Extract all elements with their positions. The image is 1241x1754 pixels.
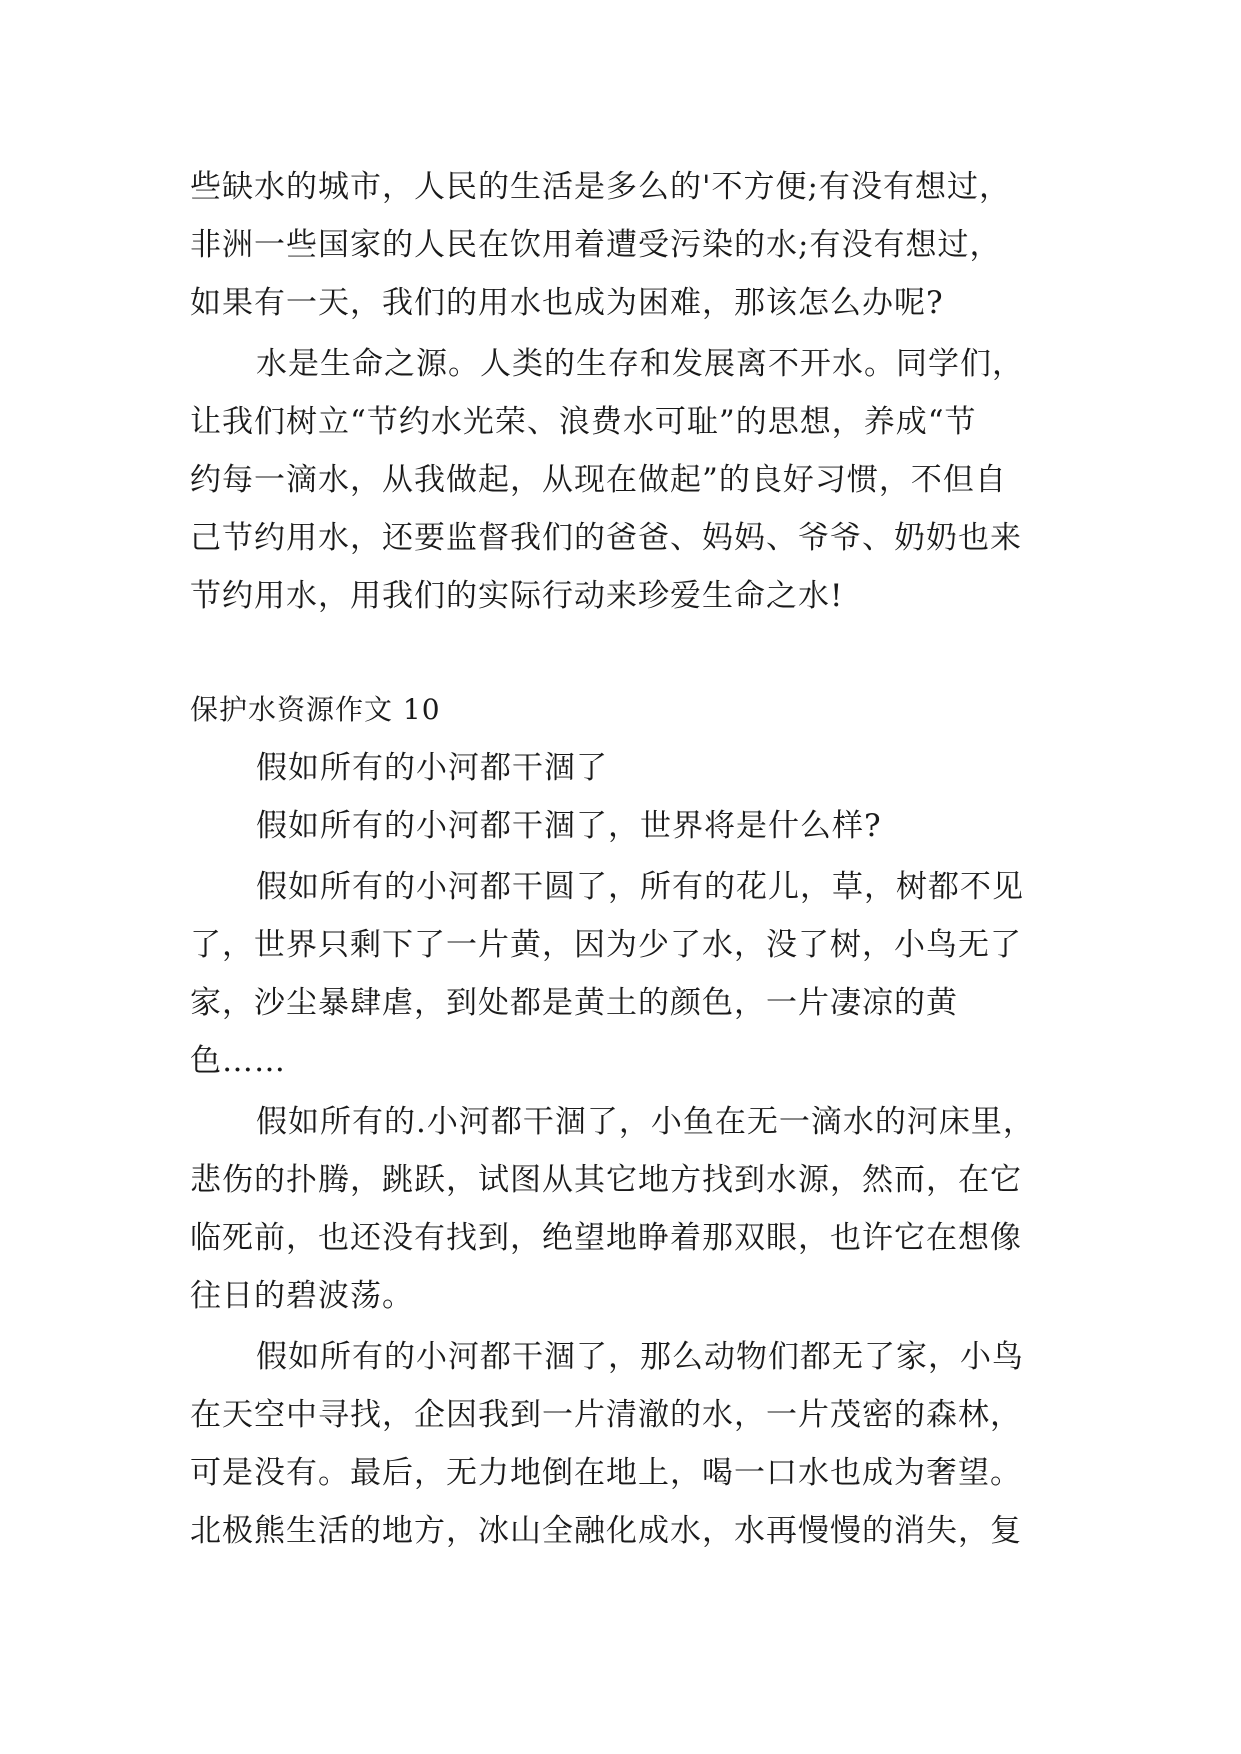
text-line: 节约用水，用我们的实际行动来珍爱生命之水! [190,578,844,614]
text-line: 些缺水的城市，人民的生活是多么的'不方便;有没有想过， [190,169,1011,205]
paragraph-animals [190,1328,1070,1560]
essay-title: 假如所有的小河都干涸了 [256,750,608,786]
text-line: 了，世界只剩下了一片黄，因为少了水，没了树，小鸟无了 [190,927,1022,963]
text-line: 悲伤的扑腾，跳跃，试图从其它地方找到水源，然而，在它 [190,1162,1022,1198]
text-line: 假如所有的小河都干涸了，那么动物们都无了家，小鸟 [256,1339,1024,1375]
paragraph-continuation [190,158,1070,332]
text-line: 如果有一天，我们的用水也成为困难，那该怎么办呢? [190,285,944,321]
paragraph-question: 假如所有的小河都干涸了，世界将是什么样? [256,808,882,844]
text-line: 北极熊生活的地方，冰山全融化成水，水再慢慢的消失，复 [190,1513,1022,1549]
text-line: 往日的碧波荡。 [190,1278,414,1314]
text-line: 在天空中寻找，企因我到一片清澈的水，一片茂密的森林， [190,1397,1022,1433]
paragraph-yellow-world [190,858,1070,1090]
paragraph-fish [190,1093,1070,1325]
essay-heading: 保护水资源作文 10 [190,693,441,726]
text-line: 假如所有的.小河都干涸了，小鱼在无一滴水的河床里， [256,1104,1035,1140]
document-body [190,158,1070,1560]
paragraph-water-source [190,335,1070,625]
text-line: 家，沙尘暴肆虐，到处都是黄土的颜色，一片凄凉的黄 [190,985,958,1021]
text-line: 临死前，也还没有找到，绝望地睁着那双眼，也许它在想像 [190,1220,1022,1256]
text-line: 己节约用水，还要监督我们的爸爸、妈妈、爷爷、奶奶也来 [190,520,1022,556]
text-line: 让我们树立“节约水光荣、浪费水可耻”的思想，养成“节 [190,404,977,440]
text-line: 非洲一些国家的人民在饮用着遭受污染的水;有没有想过， [190,227,1002,263]
text-line: 色…… [190,1043,286,1079]
text-line: 可是没有。最后，无力地倒在地上，喝一口水也成为奢望。 [190,1455,1022,1491]
text-line: 约每一滴水，从我做起，从现在做起”的良好习惯，不但自 [190,462,1007,498]
text-line: 水是生命之源。人类的生存和发展离不开水。同学们， [256,346,1024,382]
text-line: 假如所有的小河都干圆了，所有的花儿，草，树都不见 [256,869,1024,905]
